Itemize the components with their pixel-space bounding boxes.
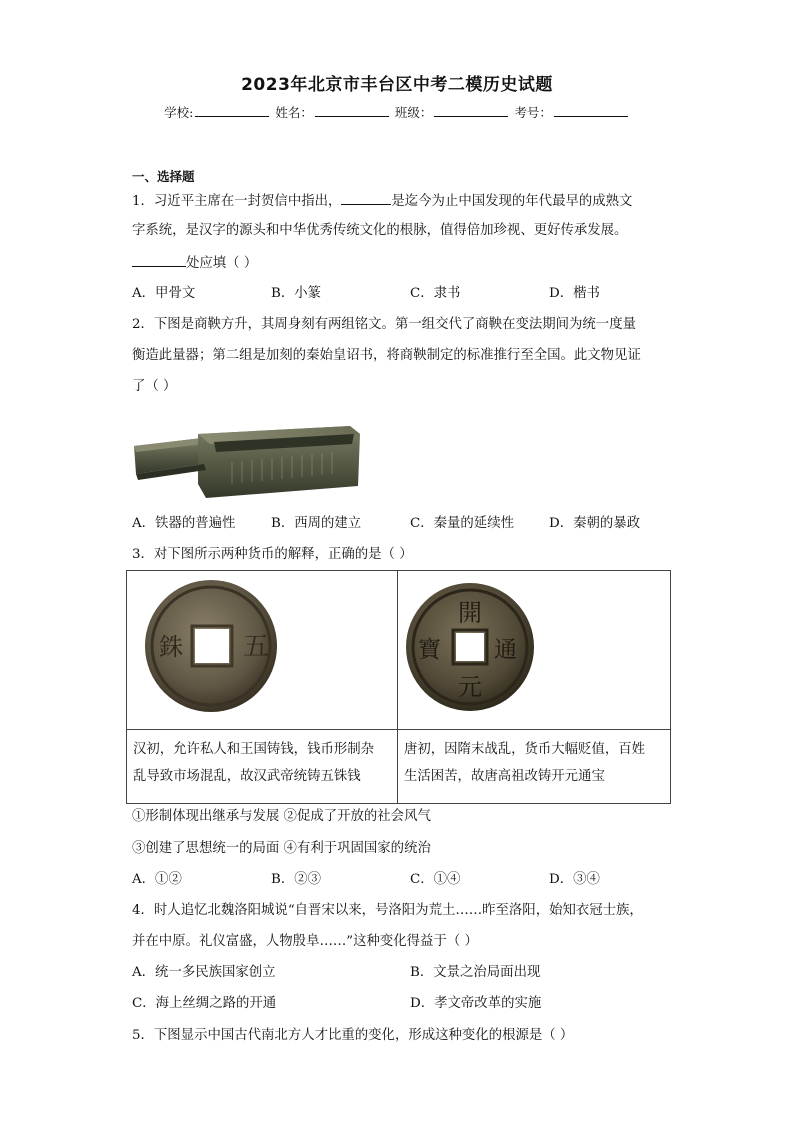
q1-option-d[interactable]: D．楷书 <box>549 286 600 301</box>
wuzhu-description <box>127 730 397 790</box>
kaiyuan-description-line2: 生活困苦，故唐高祖改铸开元通宝 <box>404 769 605 784</box>
wuzhu-description-line1: 汉初，允许私人和王国铸钱，钱币形制杂 <box>133 742 375 757</box>
q1-answer-blank[interactable] <box>341 191 391 205</box>
wuzhu-description-line2: 乱导致市场混乱，故汉武帝统铸五铢钱 <box>133 769 361 784</box>
q1-option-c[interactable]: C．隶书 <box>410 286 461 301</box>
class-blank[interactable] <box>434 104 508 117</box>
q2-line1: 2．下图是商鞅方升，其周身刻有两组铭文。第一组交代了商鞅在变法期间为统一度量 <box>132 317 636 332</box>
q1-option-a[interactable]: A．甲骨文 <box>132 286 196 301</box>
q3-option-b[interactable]: B．②③ <box>271 872 322 887</box>
q2-option-c[interactable]: C．秦量的延续性 <box>410 516 514 531</box>
q3-option-a[interactable]: A．①② <box>132 872 182 887</box>
q2-line2: 衡造此量器；第二组是加刻的秦始皇诏书，将商鞅制定的标准推行至全国。此文物见证 <box>132 348 641 363</box>
wuzhu-char-right: 五 <box>243 632 270 662</box>
q3-option-c[interactable]: C．①④ <box>410 872 461 887</box>
q2-line3: 了（ ） <box>132 379 177 394</box>
kaiyuan-description <box>398 730 670 790</box>
coins-table <box>126 570 671 804</box>
wuzhu-char-left: 銖 <box>159 633 183 661</box>
q1-option-b[interactable]: B．小篆 <box>271 286 322 301</box>
q4-line1: 4．时人追忆北魏洛阳城说“自晋宋以来，号洛阳为荒土……昨至洛阳，始知衣冠士族， <box>132 903 643 918</box>
q4-option-c[interactable]: C．海上丝绸之路的开通 <box>132 996 277 1011</box>
q1-line2: 字系统，是汉字的源头和中华优秀传统文化的根脉，值得倍加珍视、更好传承发展。 <box>132 223 628 238</box>
q1-text-end: 处应填（ ） <box>186 256 258 271</box>
q3-statements-line1: ①形制体现出继承与发展 ②促成了开放的社会风气 <box>132 809 431 824</box>
q5-line1: 5．下图显示中国古代南北方人才比重的变化，形成这种变化的根源是（ ） <box>132 1028 574 1043</box>
wuzhu-description-cell <box>127 730 398 804</box>
q3-option-d[interactable]: D．③④ <box>549 872 600 887</box>
kaiyuan-description-cell <box>398 730 671 804</box>
q3-statements-line2: ③创建了思想统一的局面 ④有利于巩固国家的统治 <box>132 841 431 856</box>
q3-stem: 3．对下图所示两种货币的解释，正确的是（ ） <box>132 547 413 562</box>
q1-answer-blank-2[interactable] <box>132 253 186 267</box>
school-blank[interactable] <box>195 104 269 117</box>
kaiyuan-char-bottom: 元 <box>458 673 482 701</box>
school-label: 学校: <box>164 105 194 120</box>
q2-option-b[interactable]: B．西周的建立 <box>271 516 362 531</box>
section-title: 一、选择题 <box>132 169 195 184</box>
q4-option-d[interactable]: D．孝文帝改革的实施 <box>410 996 542 1011</box>
q4-line2: 并在中原。礼仪富盛，人物殷阜……”这种变化得益于（ ） <box>132 934 478 949</box>
student-info-line <box>0 103 794 121</box>
shang-yang-measure-image <box>132 424 362 502</box>
kaiyuan-char-left: 寶 <box>418 637 441 663</box>
q1-text-post: 是迄今为止中国发现的年代最早的成熟文 <box>391 194 633 209</box>
class-label: 班级： <box>394 105 433 120</box>
kaiyuan-description-line1: 唐初，因隋末战乱，货币大幅贬值，百姓 <box>404 742 646 757</box>
q2-option-d[interactable]: D．秦朝的暴政 <box>549 516 641 531</box>
wuzhu-coin-image <box>127 571 397 725</box>
kaiyuan-char-right: 通 <box>494 637 517 663</box>
kaiyuan-coin-cell <box>398 571 671 730</box>
q4-option-b[interactable]: B．文景之治局面出现 <box>410 965 541 980</box>
name-label: 姓名： <box>275 105 313 120</box>
kaiyuan-char-top: 開 <box>458 599 482 627</box>
q4-option-a[interactable]: A．统一多民族国家创立 <box>132 965 276 980</box>
q1-line3 <box>132 253 257 273</box>
name-blank[interactable] <box>315 104 389 117</box>
exam-no-label: 考号： <box>514 105 552 120</box>
q2-option-a[interactable]: A．铁器的普遍性 <box>132 516 236 531</box>
kaiyuan-coin-image <box>398 571 670 725</box>
q1-line1 <box>132 191 632 211</box>
page-title: 2023年北京市丰台区中考二模历史试题 <box>241 75 553 95</box>
wuzhu-coin-cell <box>127 571 398 730</box>
exam-no-blank[interactable] <box>554 104 628 117</box>
q1-text-pre: 1．习近平主席在一封贺信中指出， <box>132 194 342 209</box>
